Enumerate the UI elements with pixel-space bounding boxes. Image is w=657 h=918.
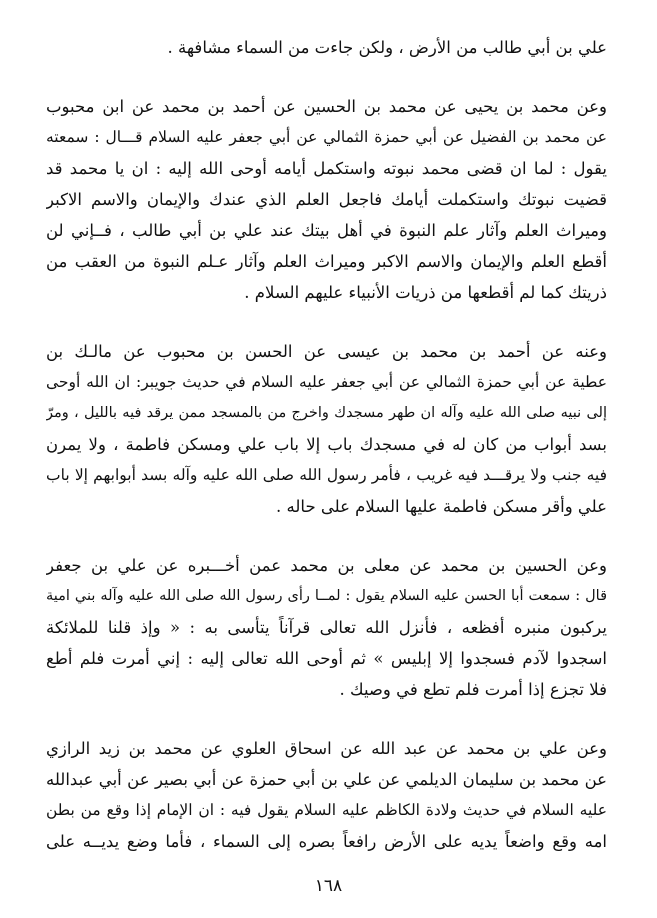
text-line: وميراث العلم وآثار علم النبوة في أهل بيتك عند علي بن أبي طالب ، فــإني لن: [46, 221, 607, 240]
text-line: امه وقع واضعاً يديه على الأرض رافعاً بصره إلى السماء ، فأما وضع يديــه على: [46, 832, 607, 851]
text-line: عليه السلام في حديث ولادة الكاظم عليه السلام يقول فيه : ان الإمام إذا وقع من بطن: [46, 801, 607, 819]
text-line: قال : سمعت أبا الحسن عليه السلام يقول : لمــا رأى رسول الله صلى الله عليه وآله بني امية: [46, 588, 607, 604]
text-line: يركبون منبره أفظعه ، فأنزل الله تعالى قرآناً يتأسى به : « وإذ قلنا للملائكة: [46, 618, 607, 637]
paragraph-gap: [46, 705, 607, 733]
paragraph-gap: [46, 522, 607, 550]
text-line: بسد أبواب من كان له في مسجدك باب إلا باب علي ومسكن فاطمة ، ولا يمرن: [46, 435, 607, 454]
text-line: إلى نبيه صلى الله عليه وآله ان طهر مسجدك واخرج من بالمسجد ممن يرقد فيه بالليل ، ومرّ: [46, 405, 607, 421]
paragraph-2: [46, 91, 607, 308]
text-line: يقول : لما ان قضى محمد نبوته واستكمل أيامه أوحى الله إليه : ان يا محمد قد: [46, 159, 607, 178]
paragraph-3: [46, 336, 607, 522]
paragraph-4: [46, 550, 607, 705]
paragraph-5: [46, 733, 607, 857]
paragraph-1: [46, 32, 607, 63]
text-line: وعن الحسين بن محمد عن معلى بن محمد عمن أخـــبره عن علي بن جعفر: [46, 556, 607, 575]
paragraph-gap: [46, 63, 607, 91]
page-number: ١٦٨: [314, 876, 343, 896]
text-line: علي بن أبي طالب من الأرض ، ولكن جاءت من السماء مشافهة .: [167, 38, 607, 57]
text-line: عن محمد بن سليمان الديلمي عن علي بن أبي حمزة عن أبي بصير عن أبي عبدالله: [46, 770, 607, 789]
text-line: فيه جنب ولا يرقـــد فيه غريب ، فأمر رسول الله صلى الله عليه وآله بسد أبوابهم إلا باب: [46, 466, 607, 484]
text-line: قضيت نبوتك واستكملت أيامك فاجعل العلم الذي عندك والإيمان والاسم الاكبر: [46, 190, 607, 209]
text-line: اسجدوا لآدم فسجدوا إلا إبليس » ثم أوحى الله تعالى إليه : إني أمرت فلم أطع: [46, 649, 607, 668]
text-line: فلا تجزع إذا أمرت فلم تطع في وصيك .: [339, 680, 607, 699]
text-line: وعن علي بن محمد عن عبد الله عن اسحاق العلوي عن محمد بن زيد الرازي: [46, 739, 607, 758]
text-line: علي وأقر مسكن فاطمة عليها السلام على حاله .: [276, 497, 607, 516]
text-line: وعنه عن أحمد بن محمد بن عيسى عن الحسن بن محبوب عن مالـك بن: [46, 342, 607, 361]
text-line: وعن محمد بن يحيى عن محمد بن الحسين عن أحمد بن محمد عن ابن محبوب: [46, 97, 607, 116]
text-line: أقطع العلم والإيمان والاسم الاكبر وميراث العلم وآثار عـلم النبوة من العقب من: [46, 252, 607, 271]
text-line: ذريتك كما لم أقطعها من ذريات الأنبياء عليهم السلام .: [244, 283, 607, 302]
paragraph-gap: [46, 308, 607, 336]
text-line: عن محمد بن الفضيل عن أبي حمزة الثمالي عن أبي جعفر عليه السلام قـــال : سمعته: [46, 128, 607, 146]
text-line: عطية عن أبي حمزة الثمالي عن أبي جعفر عليه السلام في حديث جويبر: ان الله أوحى: [46, 373, 607, 391]
